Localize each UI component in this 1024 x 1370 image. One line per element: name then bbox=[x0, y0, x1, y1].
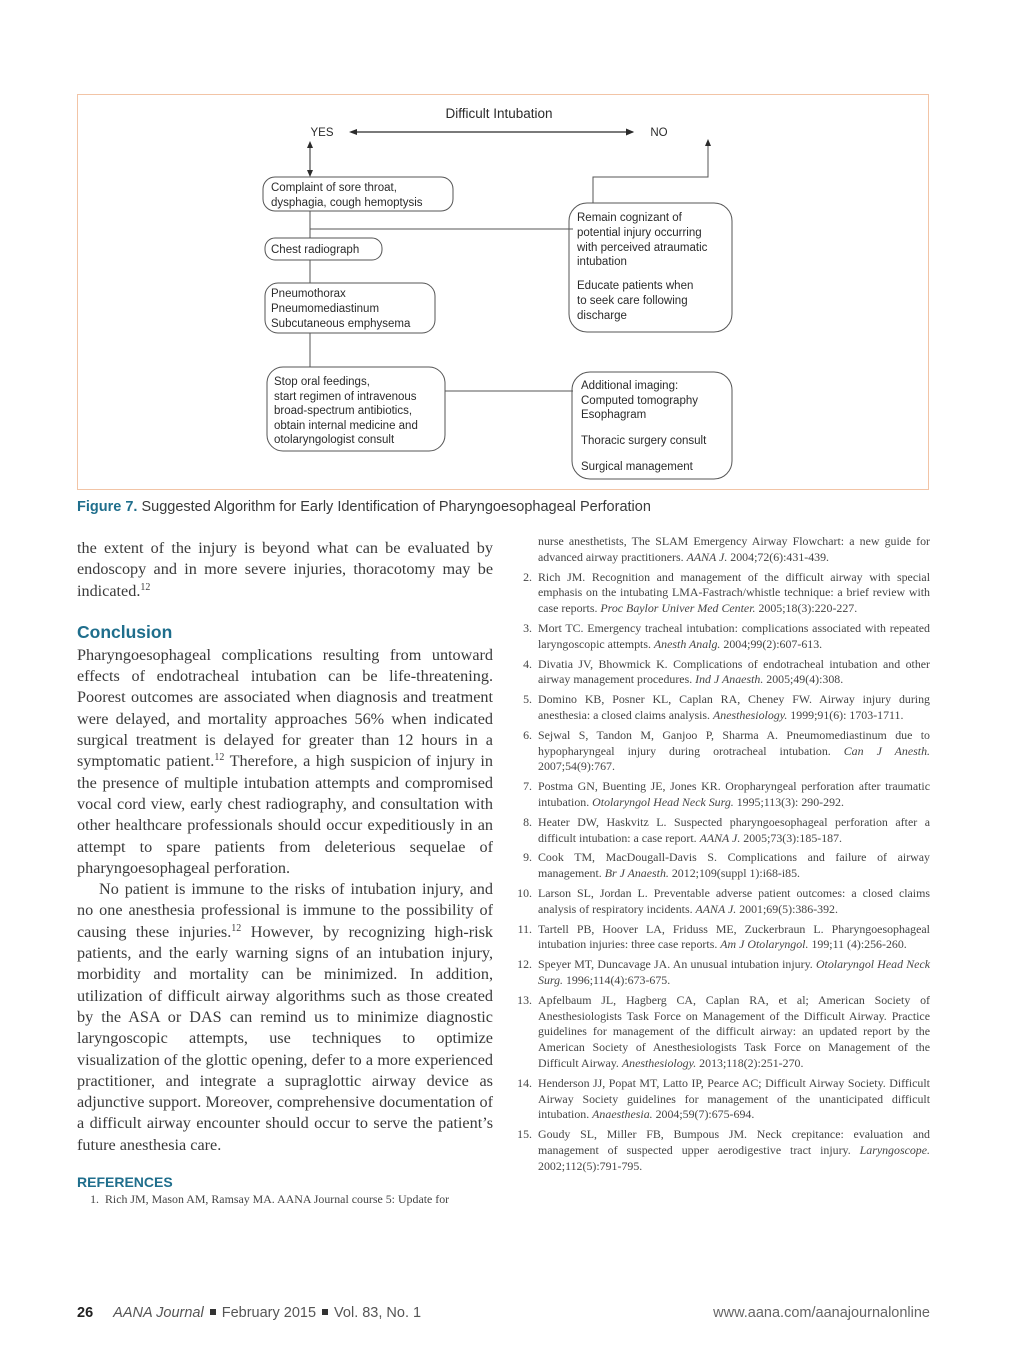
reference-text: Goudy SL, Miller FB, Bumpous JM. Neck crepitance: evaluation and management of suspected upper aerodigestive tract injury. bbox=[538, 1127, 930, 1157]
reference-journal: AANA J. bbox=[695, 901, 737, 916]
reference-citation: 2013;118(2):251-270. bbox=[696, 1055, 804, 1070]
bullet-square-icon bbox=[210, 1309, 216, 1315]
conclusion-paragraph-1 bbox=[77, 645, 493, 879]
reference-item bbox=[510, 657, 930, 689]
reference-citation: 199;11 (4):256-260. bbox=[808, 937, 907, 952]
journal-name: AANA Journal bbox=[113, 1305, 204, 1321]
bullet-square-icon bbox=[322, 1309, 328, 1315]
reference-number: 7. bbox=[523, 779, 532, 794]
arrow-up-icon bbox=[307, 141, 313, 148]
reference-text: Sejwal S, Tandon M, Ganjoo P, Sharma A. Pneumomediastinum due to hypopharyngeal injury during orotracheal intubation. bbox=[538, 727, 930, 758]
reference-text: Rich JM. Recognition and management of the difficult airway with special emphasis on the intubating LMA-Fastrach/whistle technique: a brief review with case reports. bbox=[538, 569, 930, 616]
box-stop-line-3: broad-spectrum antibiotics, bbox=[274, 405, 413, 417]
reference-citation: 2004;59(7):675-694. bbox=[652, 1107, 755, 1122]
yes-label: YES bbox=[310, 127, 334, 139]
reference-number: 3. bbox=[523, 620, 532, 635]
box-stop-line-4: obtain internal medicine and bbox=[274, 420, 418, 432]
issue-date: February 2015 bbox=[221, 1305, 317, 1321]
reference-number: 11. bbox=[517, 921, 532, 936]
reference-text: Domino KB, Posner KL, Caplan RA, Cheney FW. Airway injury during anesthesia: a closed claims analysis. bbox=[538, 692, 930, 722]
reference-number: 14. bbox=[517, 1075, 532, 1090]
reference-number: 1. bbox=[90, 1192, 99, 1207]
reference-citation: 2012;109(suppl 1):i68-i85. bbox=[668, 866, 801, 881]
reference-journal: Am J Otolaryngol. bbox=[720, 937, 809, 952]
reference-journal: Laryngoscope. bbox=[859, 1142, 930, 1157]
reference-list-left bbox=[77, 1192, 493, 1208]
reference-journal: Otolaryngol Head Neck Surg. bbox=[538, 957, 930, 987]
reference-item bbox=[510, 957, 930, 989]
reference-item bbox=[510, 570, 930, 617]
reference-citation: 2002;112(5):791-795. bbox=[538, 1158, 643, 1173]
reference-item bbox=[510, 779, 930, 811]
conclusion-p1-text: Pharyngoesophageal complications resulting from untoward effects of endotracheal intubation can be life-threatening. Poorest outcomes are associated when diagnosis and treatment were delayed, and mortality approaches 56% when indicated surgical treatment is delayed for greater than 12 hours in a symptomatic patient. bbox=[77, 645, 493, 771]
reference-text: Postma GN, Buenting JE, Jones KR. Oropharyngeal perforation after traumatic intubation. bbox=[538, 779, 930, 809]
reference-text: Divatia JV, Bhowmick K. Complications of endotracheal intubation and other airway management procedures. bbox=[538, 656, 930, 687]
reference-text: Tartell PB, Hoover LA, Friduss ME, Zuckerbraun L. Pharyngoesophageal intubation injuries: three case reports. bbox=[538, 921, 930, 952]
reference-item bbox=[77, 1192, 493, 1208]
box-pneumo-line-3: Subcutaneous emphysema bbox=[271, 318, 411, 330]
figure-number: Figure 7. bbox=[77, 499, 138, 515]
conclusion-p2-text: No patient is immune to the risks of intubation injury, and no one anesthesia professional is immune to the possibility of causing these injuries. bbox=[77, 880, 493, 941]
reference-journal: Proc Baylor Univer Med Center. bbox=[600, 601, 756, 616]
page-footer bbox=[77, 1305, 930, 1325]
reference-citation: 2005;49(4):308. bbox=[763, 672, 844, 687]
reference-text: Henderson JJ, Popat MT, Latto IP, Pearce AC; Difficult Airway Society. Difficult Airway Society guidelines for management of the unanticipated difficult intubation. bbox=[538, 1075, 930, 1122]
reference-journal: Anesthesiology. bbox=[621, 1055, 697, 1070]
reference-text: Rich JM, Mason AM, Ramsay MA. AANA Journal course 5: Update for bbox=[105, 1192, 450, 1207]
box-pneumo-line-1: Pneumothorax bbox=[271, 288, 346, 300]
arrow-down-icon bbox=[307, 170, 313, 177]
reference-citation: 2005;73(3):185-187. bbox=[740, 830, 843, 845]
box-complaint-line-1: Complaint of sore throat, bbox=[271, 182, 397, 194]
reference-item bbox=[510, 1076, 930, 1123]
conclusion-p2-text-cont: However, by recognizing high-risk patients, and the early warning signs of an intubation injury, morbidity and mortality can be minimized. In addition, utilization of difficult airway algorithms such as those created by the ASA or DAS can remind us to minimize diagnostic laryngoscopic attempts, use techniques to optimize visualization of the glottic opening, defer to a more experienced practitioner, and integrate a supraglottic airway device as adjunctive support. Moreover, comprehensive documentation of a difficult airway encounter should occur to serve the patient’s future anesthesia care. bbox=[77, 922, 493, 1154]
reference-text: Mort TC. Emergency tracheal intubation: complications associated with repeated laryngoscopic attempts. bbox=[538, 620, 930, 651]
flowchart-diagram bbox=[78, 95, 930, 491]
reference-number: 2. bbox=[523, 569, 532, 584]
reference-journal: AANA J. bbox=[686, 549, 728, 564]
reference-number: 6. bbox=[523, 727, 532, 742]
flowchart-title: Difficult Intubation bbox=[445, 106, 553, 121]
box-imaging-line-1: Additional imaging: bbox=[581, 380, 679, 392]
volume-info: Vol. 83, No. 1 bbox=[334, 1305, 422, 1321]
intro-paragraph bbox=[77, 538, 493, 602]
journal-url[interactable]: www.aana.com/aanajournalonline bbox=[713, 1305, 930, 1321]
references-heading: REFERENCES bbox=[77, 1174, 173, 1191]
reference-text: Apfelbaum JL, Hagberg CA, Caplan RA, et al; American Society of Anesthesiologists Task Force on Management of the Difficult Airway. Practice guidelines for management of the difficult airway: an updated report by the American Society of Anesthesiologists Task Force on Management of the Difficult Airway. bbox=[538, 992, 930, 1070]
reference-citation: 1995;113(3): 290-292. bbox=[733, 794, 844, 809]
reference-item bbox=[510, 886, 930, 918]
reference-number: 12. bbox=[517, 957, 532, 972]
citation: 12 bbox=[231, 922, 242, 934]
reference-journal: Anesth Analg. bbox=[653, 636, 721, 651]
page-number: 26 bbox=[77, 1305, 94, 1321]
reference-journal: Anesthesiology. bbox=[713, 707, 788, 722]
reference-citation: 2004;72(6):431-439. bbox=[727, 549, 830, 564]
reference-item bbox=[510, 815, 930, 847]
reference-text: Larson SL, Jordan L. Preventable adverse patient outcomes: a closed claims analysis of respiratory incidents. bbox=[538, 885, 930, 916]
arrow-left-icon bbox=[349, 129, 357, 135]
reference-number: 10. bbox=[517, 885, 532, 900]
conclusion-paragraph-2 bbox=[77, 879, 493, 1156]
reference-citation: 1996;114(4):673-675. bbox=[563, 972, 671, 987]
reference-citation: 2007;54(9):767. bbox=[538, 759, 615, 774]
box-pneumo-line-2: Pneumomediastinum bbox=[271, 303, 380, 315]
reference-journal: Br J Anaesth. bbox=[604, 866, 669, 881]
box-remain-line-1: Remain cognizant of bbox=[577, 212, 682, 224]
reference-number: 13. bbox=[517, 992, 532, 1007]
box-stop-line-1: Stop oral feedings, bbox=[274, 376, 370, 388]
reference-text: Cook TM, MacDougall-Davis S. Complications and failure of airway management. bbox=[538, 850, 930, 881]
box-thoracic-line-1: Thoracic surgery consult bbox=[581, 435, 707, 447]
box-educate-line-2: to seek care following bbox=[577, 295, 688, 307]
reference-journal: Otolaryngol Head Neck Surg. bbox=[592, 794, 734, 809]
intro-text: the extent of the injury is beyond what can be evaluated by endoscopy and in more severe injuries, thoracotomy may be indicated. bbox=[77, 539, 493, 600]
reference-number: 8. bbox=[523, 814, 532, 829]
reference-number: 5. bbox=[523, 692, 532, 707]
box-remain-line-3: with perceived atraumatic bbox=[577, 242, 708, 254]
reference-item bbox=[510, 692, 930, 724]
left-column bbox=[77, 538, 493, 1212]
box-remain-line-4: intubation bbox=[577, 256, 627, 268]
box-stop-line-2: start regimen of intravenous bbox=[274, 391, 417, 403]
right-column bbox=[510, 534, 930, 1178]
reference-citation: 2001;69(5):386-392. bbox=[736, 901, 838, 916]
figure-7-flowchart bbox=[77, 94, 929, 490]
reference-citation: 1999;91(6): 1703-1711. bbox=[787, 707, 904, 722]
citation: 12 bbox=[140, 581, 151, 593]
reference-number: 4. bbox=[523, 656, 532, 671]
reference-number: 9. bbox=[523, 850, 532, 865]
reference-number: 15. bbox=[517, 1127, 532, 1142]
reference-journal: Ind J Anaesth. bbox=[695, 672, 764, 687]
box-imaging-line-2: Computed tomography bbox=[581, 395, 698, 407]
figure-caption bbox=[77, 499, 937, 515]
box-stop-line-5: otolaryngologist consult bbox=[274, 434, 395, 446]
reference-journal: Anaesthesia. bbox=[592, 1107, 653, 1122]
conclusion-p1-text-cont: Therefore, a high suspicion of injury in the presence of multiple intubation attempts and compromised vocal cord view, early chest radiography, and consultation with other healthcare professionals should occur expeditiously in an attempt to spare patients from deleterious sequelae of pharyngoesophageal perforation. bbox=[77, 752, 493, 877]
reference-list-right bbox=[510, 570, 930, 1175]
reference-citation: 2004;99(2):607-613. bbox=[720, 636, 823, 651]
box-educate-line-3: discharge bbox=[577, 310, 627, 322]
conclusion-heading: Conclusion bbox=[77, 621, 173, 642]
reference-item bbox=[510, 850, 930, 882]
reference-item-continued bbox=[510, 534, 930, 566]
arrow-up-icon bbox=[705, 139, 711, 146]
box-educate-line-1: Educate patients when bbox=[577, 280, 694, 292]
reference-text: nurse anesthetists, The SLAM Emergency Airway Flowchart: a new guide for advanced airway practitioners. bbox=[538, 534, 930, 564]
reference-item bbox=[510, 621, 930, 653]
reference-journal: Can J Anesth. bbox=[843, 743, 930, 758]
no-label: NO bbox=[650, 127, 668, 139]
citation: 12 bbox=[214, 752, 225, 764]
reference-item bbox=[510, 993, 930, 1072]
figure-caption-text: Suggested Algorithm for Early Identification of Pharyngoesophageal Perforation bbox=[141, 499, 651, 515]
remain-to-no-connector bbox=[593, 145, 708, 203]
box-surgical-line-1: Surgical management bbox=[581, 461, 693, 473]
reference-journal: AANA J. bbox=[699, 830, 741, 845]
reference-item bbox=[510, 728, 930, 775]
reference-citation: 2005;18(3):220-227. bbox=[755, 601, 858, 616]
box-imaging-line-3: Esophagram bbox=[581, 409, 647, 421]
reference-item bbox=[510, 922, 930, 954]
reference-text: Heater DW, Haskvitz L. Suspected pharyngoesophageal perforation after a difficult intubation: a case report. bbox=[538, 814, 930, 845]
box-complaint-line-2: dysphagia, cough hemoptysis bbox=[271, 197, 423, 209]
reference-item bbox=[510, 1127, 930, 1174]
box-chest-line-1: Chest radiograph bbox=[271, 244, 360, 256]
box-remain-line-2: potential injury occurring bbox=[577, 227, 702, 239]
reference-text: Speyer MT, Duncavage JA. An unusual intubation injury. bbox=[538, 957, 816, 972]
